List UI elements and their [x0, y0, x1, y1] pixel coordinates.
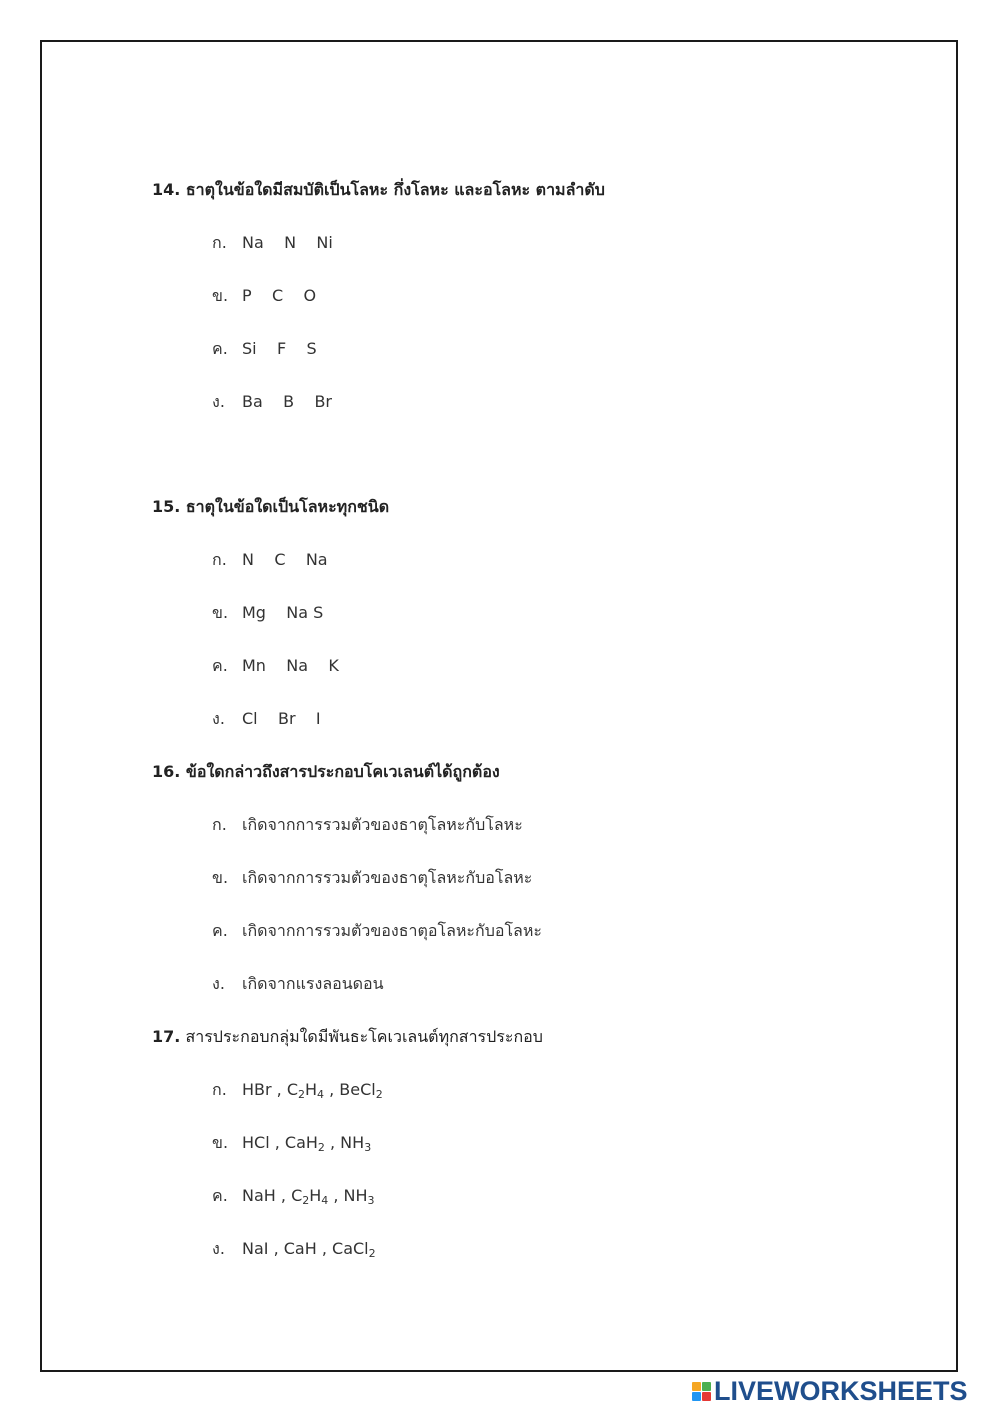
formula-part: HBr , C: [242, 1080, 299, 1099]
q16-choice-c[interactable]: [212, 921, 542, 941]
choice-text: เกิดจากแรงลอนดอน: [242, 974, 384, 993]
choice-mark: ง.: [212, 1239, 225, 1258]
subscript: 4: [321, 1194, 329, 1207]
q17-choice-a[interactable]: [212, 1080, 383, 1100]
q15-choice-d[interactable]: [212, 709, 321, 729]
formula-part: , NH: [328, 1186, 368, 1205]
question-16: 16. ข้อใดกล่าวถึงสารประกอบโคเวเลนต์ได้ถูกต้อง: [152, 762, 500, 781]
question-number: 17.: [152, 1027, 181, 1046]
page-border: [40, 40, 958, 1372]
formula-part: HCl , CaH: [242, 1133, 318, 1152]
question-15: 15. ธาตุในข้อใดเป็นโลหะทุกชนิด: [152, 497, 390, 516]
subscript: 2: [302, 1194, 310, 1207]
question-17: [152, 1027, 543, 1047]
choice-mark: ค.: [212, 656, 228, 675]
subscript: 2: [317, 1141, 325, 1154]
logo-square-3: [692, 1392, 701, 1401]
choice-mark: ค.: [212, 339, 228, 358]
choice-mark: ก.: [212, 815, 227, 834]
subscript: 4: [317, 1088, 325, 1101]
choice-mark: ค.: [212, 921, 228, 940]
q15-choice-b[interactable]: [212, 603, 323, 623]
logo-square-4: [702, 1392, 711, 1401]
q14-choice-a[interactable]: [212, 233, 333, 253]
choice-mark: ค.: [212, 1186, 228, 1205]
choice-text: Na N Ni: [242, 233, 333, 252]
q15-choice-c[interactable]: [212, 656, 339, 676]
choice-text: N C Na: [242, 550, 328, 569]
choice-mark: ง.: [212, 974, 225, 993]
subscript: 3: [364, 1141, 372, 1154]
choice-text: P C O: [242, 286, 317, 305]
q16-choice-b[interactable]: [212, 868, 532, 888]
choice-mark: ก.: [212, 233, 227, 252]
formula-part: H: [305, 1080, 318, 1099]
question-text: สารประกอบกลุ่มใดมีพันธะโคเวเลนต์ทุกสารประกอบ: [185, 1027, 543, 1046]
q17-choice-c[interactable]: [212, 1186, 375, 1206]
formula-part: , BeCl: [324, 1080, 376, 1099]
choice-mark: ก.: [212, 1080, 227, 1099]
q16-choice-a[interactable]: [212, 815, 523, 835]
q14-choice-c[interactable]: [212, 339, 317, 359]
choice-text: เกิดจากการรวมตัวของธาตุอโลหะกับอโลหะ: [242, 921, 542, 940]
logo-square-1: [692, 1382, 701, 1391]
choice-text: Si F S: [242, 339, 317, 358]
formula-part: , NH: [324, 1133, 365, 1152]
choice-mark: ข.: [212, 868, 229, 887]
logo-text: LIVEWORKSHEETS: [714, 1375, 968, 1406]
choice-mark: ข.: [212, 603, 229, 622]
choice-mark: ข.: [212, 1133, 229, 1152]
choice-mark: ข.: [212, 286, 229, 305]
subscript: 2: [368, 1247, 376, 1260]
choice-text: Ba B Br: [242, 392, 332, 411]
q14-choice-b[interactable]: [212, 286, 316, 306]
choice-mark: ง.: [212, 392, 225, 411]
q14-choice-d[interactable]: [212, 392, 332, 412]
liveworksheets-logo[interactable]: [692, 1376, 968, 1406]
choice-mark: ง.: [212, 709, 225, 728]
subscript: 3: [367, 1194, 375, 1207]
choice-mark: ก.: [212, 550, 227, 569]
formula-part: H: [309, 1186, 322, 1205]
choice-text: เกิดจากการรวมตัวของธาตุโลหะกับโลหะ: [242, 815, 523, 834]
subscript: 2: [298, 1088, 306, 1101]
question-14: 14. ธาตุในข้อใดมีสมบัติเป็นโลหะ กึ่งโลหะ และอโลหะ ตามลำดับ: [152, 180, 605, 199]
subscript: 2: [375, 1088, 383, 1101]
logo-square-2: [702, 1382, 711, 1391]
choice-text: เกิดจากการรวมตัวของธาตุโลหะกับอโลหะ: [242, 868, 533, 887]
choice-text: Mn Na K: [242, 656, 339, 675]
formula-part: NaI , CaH , CaCl: [242, 1239, 369, 1258]
formula-part: NaH , C: [242, 1186, 303, 1205]
q15-choice-a[interactable]: [212, 550, 328, 570]
choice-text: Mg Na S: [242, 603, 324, 622]
q17-choice-b[interactable]: [212, 1133, 371, 1153]
logo-icon: [692, 1382, 711, 1401]
q17-choice-d[interactable]: [212, 1239, 376, 1259]
choice-text: Cl Br I: [242, 709, 321, 728]
q16-choice-d[interactable]: [212, 974, 384, 994]
